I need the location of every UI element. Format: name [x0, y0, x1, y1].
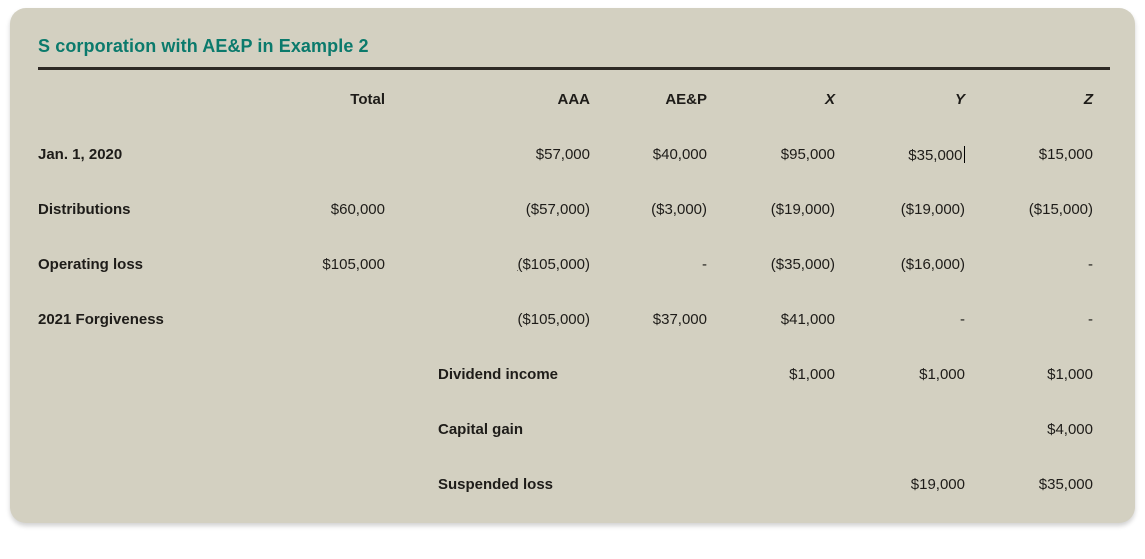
- cell-total: [208, 457, 385, 512]
- cell-y: [835, 127, 965, 182]
- cell-y: -: [960, 311, 965, 328]
- cell-x: [707, 457, 835, 512]
- row-label-empty: [38, 457, 208, 512]
- row-label-empty: [38, 402, 208, 457]
- row-label: Jan. 1, 2020: [38, 146, 123, 163]
- cell-aaa-value: $105,000): [522, 256, 590, 273]
- col-header-z: Z: [1083, 90, 1093, 108]
- cell-z: ($15,000): [1028, 201, 1093, 218]
- table-card: [10, 8, 1135, 523]
- col-header-x: X: [824, 90, 835, 108]
- cell-y: ($16,000): [900, 256, 965, 273]
- table-row-2021-forgiveness: [38, 292, 1110, 347]
- cell-total: [208, 127, 385, 182]
- cell-aep: [590, 457, 707, 512]
- cell-y: ($19,000): [900, 201, 965, 218]
- cell-y: $1,000: [919, 366, 965, 383]
- inner-row-label: Capital gain: [438, 421, 524, 438]
- title-rule: [38, 67, 1110, 70]
- col-header-aep: AE&P: [665, 90, 707, 108]
- table-title: S corporation with AE&P in Example 2: [38, 36, 369, 56]
- cell-y: [835, 402, 965, 457]
- cell-z: $35,000: [1038, 476, 1093, 493]
- row-label: Distributions: [38, 201, 131, 218]
- cell-aep: $37,000: [652, 311, 707, 328]
- row-label: Operating loss: [38, 256, 144, 273]
- cell-total: $105,000: [322, 256, 385, 273]
- cell-total: [208, 347, 385, 402]
- col-header-y: Y: [954, 90, 965, 108]
- cell-z: -: [1088, 311, 1093, 328]
- cell-aaa: $57,000: [535, 146, 590, 163]
- table-row-dividend-income: [38, 347, 1110, 402]
- col-header-total: Total: [350, 90, 385, 108]
- row-label: 2021 Forgiveness: [38, 311, 164, 328]
- cell-aaa-underlined-paren: (: [517, 256, 523, 273]
- cell-x: ($35,000): [770, 256, 835, 273]
- cell-aaa: ($57,000): [525, 201, 590, 218]
- cell-x: [707, 402, 835, 457]
- cell-y: $19,000: [910, 476, 965, 493]
- table-row-operating-loss: [38, 237, 1110, 292]
- cell-x: ($19,000): [770, 201, 835, 218]
- inner-row-label: Suspended loss: [438, 476, 554, 493]
- cell-total: $60,000: [330, 201, 385, 218]
- cell-x: $1,000: [789, 366, 835, 383]
- cell-x: $41,000: [780, 311, 835, 328]
- header-row: [38, 71, 1110, 127]
- table-row-distributions: [38, 182, 1110, 237]
- cell-aep: ($3,000): [651, 201, 707, 218]
- cell-z: $15,000: [1038, 146, 1093, 163]
- cell-z: $4,000: [1047, 421, 1093, 438]
- row-label-empty: [38, 347, 208, 402]
- table-row-jan-1-2020: [38, 127, 1110, 182]
- cell-x: $95,000: [780, 146, 835, 163]
- inner-row-label: Dividend income: [438, 366, 559, 383]
- cell-y-value: $35,000: [908, 146, 963, 164]
- cell-total: [208, 292, 385, 347]
- table-row-capital-gain: [38, 402, 1110, 457]
- cell-z: $1,000: [1047, 366, 1093, 383]
- col-header-empty: [38, 71, 208, 127]
- data-table: [38, 71, 1110, 512]
- cell-z: -: [1088, 256, 1093, 273]
- cell-aaa: ($105,000): [517, 311, 590, 328]
- cell-aep: [590, 402, 707, 457]
- cell-aep: $40,000: [652, 146, 707, 163]
- col-header-aaa: AAA: [557, 90, 590, 108]
- cell-aep: [590, 347, 707, 402]
- cell-total: [208, 402, 385, 457]
- cell-aep: -: [702, 256, 707, 273]
- cell-aaa: [385, 237, 590, 292]
- table-row-suspended-loss: [38, 457, 1110, 512]
- text-cursor: [964, 146, 966, 163]
